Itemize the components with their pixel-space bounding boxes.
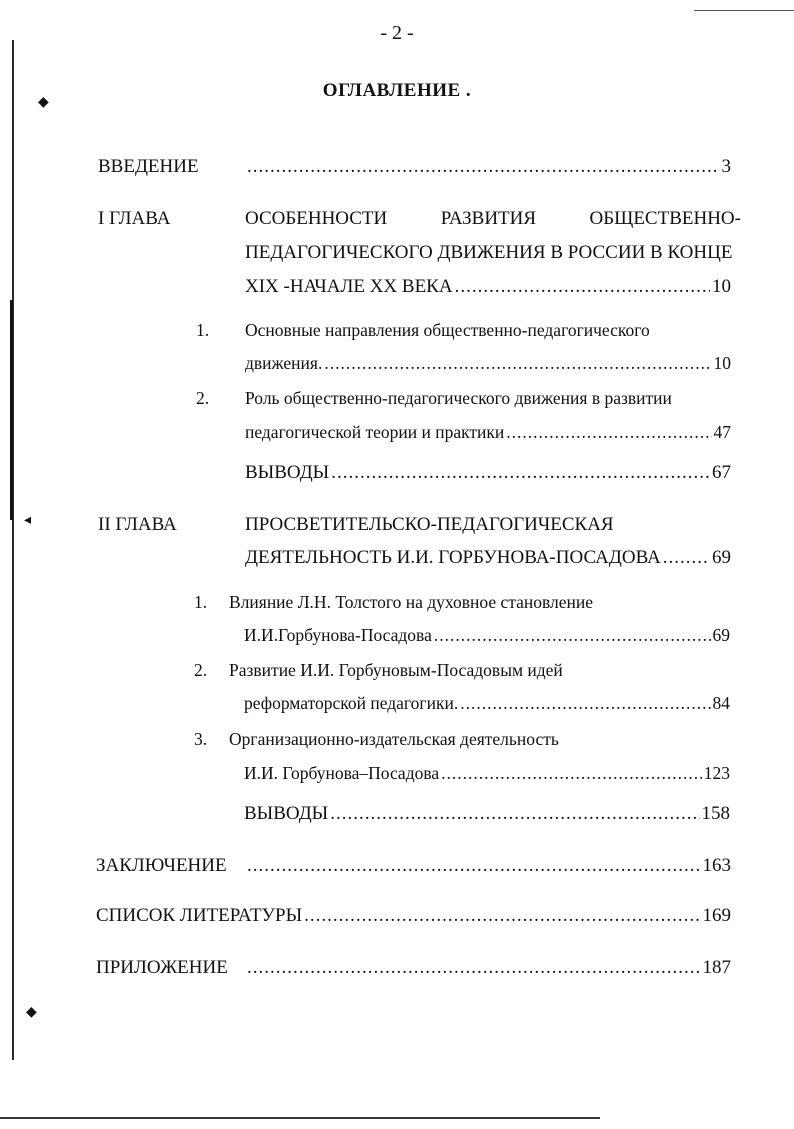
- scan-speck-icon: ◆: [38, 95, 49, 110]
- toc-ch2-conclusion-page: 158: [701, 803, 730, 824]
- toc-ch2-sec2-line2[interactable]: реформаторской педагогики. ..... 84: [244, 693, 730, 714]
- scan-speck-icon: ◂: [24, 513, 32, 528]
- scan-left-edge-dark: [10, 300, 13, 520]
- toc-ch2-sec3-line2[interactable]: И.И. Горбунова–Посадова ..... 123: [244, 763, 730, 784]
- toc-chapter2-label[interactable]: II ГЛАВА: [98, 514, 177, 535]
- page-title: ОГЛАВЛЕНИЕ .: [322, 80, 472, 101]
- toc-conclusion-label[interactable]: ЗАКЛЮЧЕНИЕ: [96, 855, 227, 876]
- toc-chapter1-page: 10: [712, 276, 731, 297]
- toc-references[interactable]: СПИСОК ЛИТЕРАТУРЫ ..... 169: [96, 905, 731, 927]
- toc-ch2-sec2-line1[interactable]: Развитие И.И. Горбуновым-Посадовым идей: [229, 660, 563, 680]
- toc-ch1-sec1-line2[interactable]: движения. ..... 10: [245, 353, 731, 374]
- toc-references-page: 169: [702, 905, 731, 926]
- toc-intro-label[interactable]: ВВЕДЕНИЕ: [98, 156, 199, 177]
- toc-ch2-conclusion[interactable]: ВЫВОДЫ ..... 158: [244, 803, 730, 825]
- toc-ch2-sec3-page: 123: [703, 763, 730, 783]
- toc-ch1-sec1-num: 1.: [196, 320, 210, 340]
- toc-appendix-page: 187: [702, 957, 731, 978]
- toc-chapter1-label[interactable]: I ГЛАВА: [98, 208, 171, 229]
- toc-ch1-sec2-num: 2.: [196, 388, 210, 408]
- toc-ch1-sec1-line1[interactable]: Основные направления общественно-педагогического: [245, 320, 650, 340]
- toc-chapter2-page: 69: [712, 547, 731, 568]
- page-number: - 2 -: [380, 22, 414, 44]
- toc-ch2-sec2-page: 84: [712, 693, 730, 713]
- toc-chapter2-heading-line1[interactable]: ПРОСВЕТИТЕЛЬСКО-ПЕДАГОГИЧЕСКАЯ: [245, 514, 614, 535]
- toc-ch1-sec2-line1[interactable]: Роль общественно-педагогического движения в развитии: [245, 388, 672, 408]
- toc-ch2-sec1-line2[interactable]: И.И.Горбунова-Посадова ..... 69: [244, 625, 730, 646]
- toc-intro-leader: [245, 156, 731, 178]
- toc-chapter2-heading-line2[interactable]: ДЕЯТЕЛЬНОСТЬ И.И. ГОРБУНОВА-ПОСАДОВА ..... 69: [245, 547, 731, 569]
- toc-chapter1-heading-line2[interactable]: ПЕДАГОГИЧЕСКОГО ДВИЖЕНИЯ В РОССИИ В КОНЦЕ: [245, 242, 733, 263]
- scan-left-edge: [12, 40, 14, 1060]
- toc-ch2-sec3-line1[interactable]: Организационно-издательская деятельность: [229, 729, 559, 749]
- toc-ch1-conclusion[interactable]: ВЫВОДЫ ..... 67: [245, 462, 731, 484]
- scan-line-top: [694, 10, 794, 11]
- toc-ch2-sec1-line1[interactable]: Влияние Л.Н. Толстого на духовное становление: [229, 592, 594, 612]
- toc-appendix-leader: [245, 957, 731, 979]
- toc-ch1-conclusion-page: 67: [712, 462, 731, 483]
- toc-ch2-sec1-page: 69: [712, 625, 730, 645]
- toc-ch2-sec2-num: 2.: [194, 660, 208, 680]
- toc-chapter1-heading-line1[interactable]: ОСОБЕННОСТИ РАЗВИТИЯ ОБЩЕСТВЕННО-: [245, 208, 741, 229]
- toc-ch2-sec3-num: 3.: [194, 729, 208, 749]
- toc-ch1-sec2-line2[interactable]: педагогической теории и практики ..... 47: [245, 422, 731, 443]
- toc-ch1-sec1-page: 10: [713, 353, 731, 373]
- toc-ch2-sec1-num: 1.: [194, 592, 208, 612]
- toc-intro-page: 3: [721, 156, 731, 177]
- toc-ch1-sec2-page: 47: [713, 422, 731, 442]
- scan-speck-icon: ◆: [26, 1005, 37, 1020]
- toc-conclusion-leader: [245, 855, 731, 877]
- scan-line-bottom: [0, 1117, 600, 1119]
- toc-conclusion-page: 163: [702, 855, 731, 876]
- toc-appendix-label[interactable]: ПРИЛОЖЕНИЕ: [96, 957, 228, 978]
- toc-chapter1-heading-line3[interactable]: XIX -НАЧАЛЕ XX ВЕКА ..... 10: [245, 276, 731, 298]
